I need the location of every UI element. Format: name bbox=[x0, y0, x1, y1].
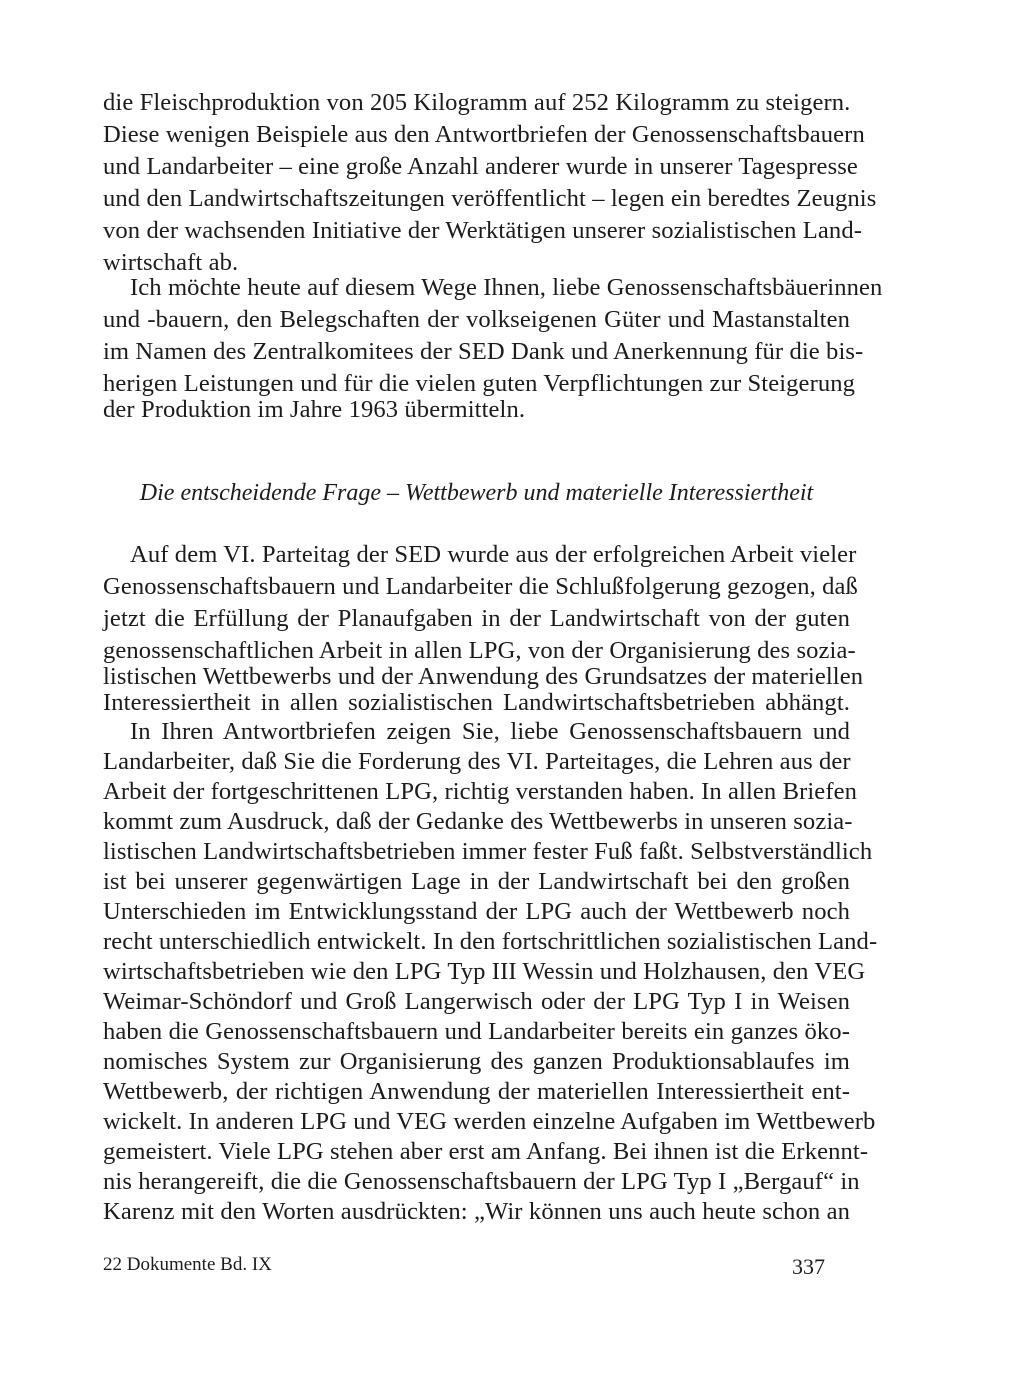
text-line: listischen Wettbewerbs und der Anwendung des Grundsatzes der materiellen bbox=[103, 663, 864, 690]
text-line: wickelt. In anderen LPG und VEG werden einzelne Aufgaben im Wettbewerb bbox=[103, 1108, 876, 1135]
text-line: haben die Genossenschaftsbauern und Landarbeiter bereits ein ganzes öko- bbox=[103, 1018, 850, 1045]
text-line: kommt zum Ausdruck, daß der Gedanke des Wettbewerbs in unseren sozia- bbox=[103, 808, 853, 835]
text-line: gemeistert. Viele LPG stehen aber erst am Anfang. Bei ihnen ist die Erkennt- bbox=[103, 1138, 869, 1165]
text-line: nomisches System zur Organisierung des ganzen Produktionsablaufes im bbox=[103, 1048, 850, 1075]
text-line: listischen Landwirtschaftsbetrieben immer fester Fuß faßt. Selbstverständlich bbox=[103, 838, 873, 865]
text-line: Auf dem VI. Parteitag der SED wurde aus der erfolgreichen Arbeit vieler bbox=[130, 541, 857, 568]
text-line: Karenz mit den Worten ausdrückten: „Wir können uns auch heute schon an bbox=[103, 1198, 850, 1225]
text-line: und den Landwirtschaftszeitungen veröffentlicht – legen ein beredtes Zeugnis bbox=[103, 185, 877, 212]
text-line: Wettbewerb, der richtigen Anwendung der materiellen Interessiertheit ent- bbox=[103, 1078, 850, 1105]
text-line: im Namen des Zentralkomitees der SED Dank und Anerkennung für die bis- bbox=[103, 338, 864, 365]
text-line: und Landarbeiter – eine große Anzahl anderer wurde in unserer Tagespresse bbox=[103, 153, 858, 180]
printer-signature: 22 Dokumente Bd. IX bbox=[103, 1254, 272, 1275]
text-line: nis herangereift, die die Genossenschaftsbauern der LPG Typ I „Bergauf“ in bbox=[103, 1168, 860, 1195]
text-line: Landarbeiter, daß Sie die Forderung des VI. Parteitages, die Lehren aus der bbox=[103, 748, 851, 775]
page-number: 337 bbox=[792, 1254, 825, 1279]
text-line: wirtschaftsbetrieben wie den LPG Typ III Wessin und Holzhausen, den VEG bbox=[103, 958, 866, 985]
section-heading: Die entscheidende Frage – Wettbewerb und materielle Interessiertheit bbox=[139, 480, 814, 506]
text-line: Diese wenigen Beispiele aus den Antwortbriefen der Genossenschaftsbauern bbox=[103, 121, 865, 148]
text-line: herigen Leistungen und für die vielen guten Verpflichtungen zur Steigerung bbox=[103, 370, 856, 397]
text-line: jetzt die Erfüllung der Planaufgaben in der Landwirtschaft von der guten bbox=[103, 605, 850, 632]
text-line: Interessiertheit in allen sozialistischen Landwirtschaftsbetrieben abhängt. bbox=[103, 689, 850, 716]
text-line: In Ihren Antwortbriefen zeigen Sie, liebe Genossenschaftsbauern und bbox=[130, 718, 850, 745]
text-line: Weimar-Schöndorf und Groß Langerwisch oder der LPG Typ I in Weisen bbox=[103, 988, 850, 1015]
text-line: genossenschaftlichen Arbeit in allen LPG, von der Organisierung des sozia- bbox=[103, 637, 856, 664]
text-line: Genossenschaftsbauern und Landarbeiter die Schlußfolgerung gezogen, daß bbox=[103, 573, 858, 600]
text-line: von der wachsenden Initiative der Werktätigen unserer sozialistischen Land- bbox=[103, 217, 863, 244]
text-line: Arbeit der fortgeschrittenen LPG, richtig verstanden haben. In allen Briefen bbox=[103, 778, 858, 805]
text-line: Ich möchte heute auf diesem Wege Ihnen, liebe Genossenschaftsbäuerinnen bbox=[130, 274, 883, 301]
text-line: wirtschaft ab. bbox=[103, 249, 239, 276]
text-line: die Fleischproduktion von 205 Kilogramm auf 252 Kilogramm zu steigern. bbox=[103, 89, 851, 116]
text-line: und -bauern, den Belegschaften der volkseigenen Güter und Mastanstalten bbox=[103, 306, 850, 333]
text-line: Unterschieden im Entwicklungsstand der LPG auch der Wettbewerb noch bbox=[103, 898, 850, 925]
text-line: recht unterschiedlich entwickelt. In den fortschrittlichen sozialistischen Land- bbox=[103, 928, 878, 955]
text-line: ist bei unserer gegenwärtigen Lage in der Landwirtschaft bei den großen bbox=[103, 868, 850, 895]
text-line: der Produktion im Jahre 1963 übermitteln. bbox=[103, 396, 526, 423]
